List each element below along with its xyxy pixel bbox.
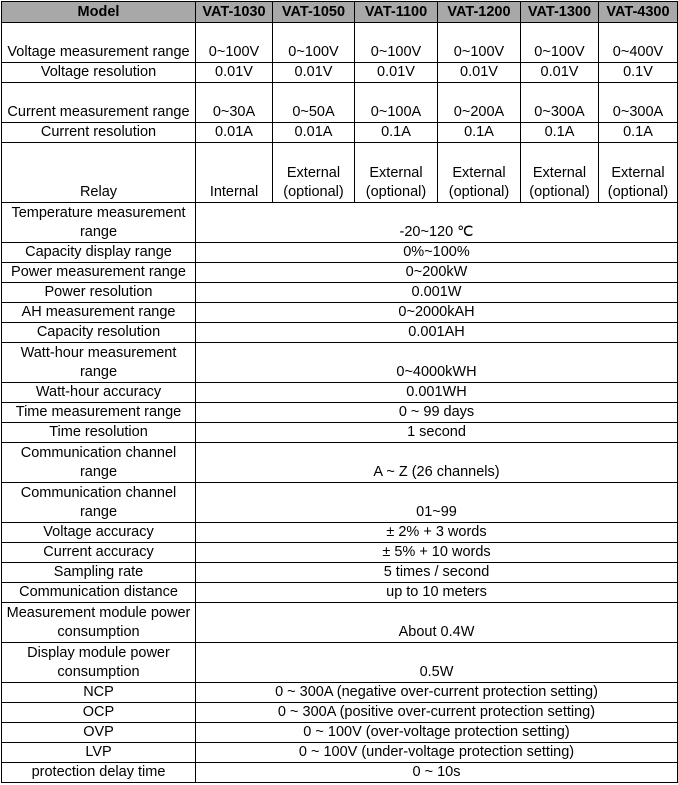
table-cell: 0~400V <box>599 23 678 63</box>
table-row <box>2 703 678 723</box>
table-cell: -20~120 ℃ <box>196 203 678 243</box>
table-cell: 0.01V <box>521 63 599 83</box>
row-label: Measurement module power consumption <box>2 603 196 643</box>
table-cell: 0~2000kAH <box>196 303 678 323</box>
table-cell: 0.1A <box>438 123 521 143</box>
table-row <box>2 343 678 383</box>
row-label: Relay <box>2 143 196 203</box>
table-cell: 0.01A <box>273 123 355 143</box>
table-row <box>2 683 678 703</box>
header-vat-1050: VAT-1050 <box>273 2 355 23</box>
row-label: Watt-hour measurement range <box>2 343 196 383</box>
table-cell: About 0.4W <box>196 603 678 643</box>
table-cell: 0~100V <box>196 23 273 63</box>
table-cell: 0.001AH <box>196 323 678 343</box>
table-cell: 0~100V <box>355 23 438 63</box>
table-row <box>2 123 678 143</box>
table-cell: External (optional) <box>355 143 438 203</box>
table-cell: 0 ~ 100V (under-voltage protection setting) <box>196 743 678 763</box>
table-cell: 0.1A <box>355 123 438 143</box>
table-row <box>2 643 678 683</box>
row-label: AH measurement range <box>2 303 196 323</box>
table-cell: External (optional) <box>273 143 355 203</box>
row-label: OCP <box>2 703 196 723</box>
table-cell: 1 second <box>196 423 678 443</box>
table-cell: 0~100A <box>355 83 438 123</box>
table-cell: A ~ Z (26 channels) <box>196 443 678 483</box>
table-cell: 0%~100% <box>196 243 678 263</box>
row-label: Current measurement range <box>2 83 196 123</box>
table-cell: 0 ~ 300A (positive over-current protection setting) <box>196 703 678 723</box>
table-row <box>2 283 678 303</box>
table-cell: 0~100V <box>273 23 355 63</box>
row-label: Voltage accuracy <box>2 523 196 543</box>
table-cell: 5 times / second <box>196 563 678 583</box>
table-row <box>2 23 678 63</box>
row-label: Display module power consumption <box>2 643 196 683</box>
table-cell: External (optional) <box>599 143 678 203</box>
row-label: Sampling rate <box>2 563 196 583</box>
table-cell: Internal <box>196 143 273 203</box>
row-label: Temperature measurement range <box>2 203 196 243</box>
table-cell: 0~100V <box>521 23 599 63</box>
row-label: Voltage measurement range <box>2 23 196 63</box>
header-vat-1030: VAT-1030 <box>196 2 273 23</box>
table-cell: 0~300A <box>599 83 678 123</box>
row-label: Capacity display range <box>2 243 196 263</box>
table-cell: 0.01V <box>355 63 438 83</box>
table-row <box>2 323 678 343</box>
table-cell: 0.01V <box>438 63 521 83</box>
table-row <box>2 603 678 643</box>
row-label: protection delay time <box>2 763 196 783</box>
row-label: Time measurement range <box>2 403 196 423</box>
row-label: Current accuracy <box>2 543 196 563</box>
table-cell: 0.01V <box>196 63 273 83</box>
table-row <box>2 563 678 583</box>
table-cell: 0 ~ 99 days <box>196 403 678 423</box>
table-cell: 0 ~ 100V (over-voltage protection setting) <box>196 723 678 743</box>
table-cell: up to 10 meters <box>196 583 678 603</box>
table-row <box>2 383 678 403</box>
spec-table <box>1 1 678 783</box>
row-label: Watt-hour accuracy <box>2 383 196 403</box>
row-label: Communication distance <box>2 583 196 603</box>
table-cell: 0~200A <box>438 83 521 123</box>
table-cell: ± 5% + 10 words <box>196 543 678 563</box>
table-row <box>2 263 678 283</box>
table-cell: 0.1A <box>599 123 678 143</box>
table-row <box>2 743 678 763</box>
table-cell: 0.1V <box>599 63 678 83</box>
table-row <box>2 443 678 483</box>
table-cell: 0.001WH <box>196 383 678 403</box>
header-row <box>2 2 678 23</box>
table-row <box>2 543 678 563</box>
table-cell: 0~50A <box>273 83 355 123</box>
row-label: Voltage resolution <box>2 63 196 83</box>
table-row <box>2 83 678 123</box>
table-cell: 0~30A <box>196 83 273 123</box>
row-label: Communication channel range <box>2 443 196 483</box>
table-cell: 0~100V <box>438 23 521 63</box>
header-model: Model <box>2 2 196 23</box>
table-row <box>2 423 678 443</box>
table-row <box>2 243 678 263</box>
table-cell: 0~4000kWH <box>196 343 678 383</box>
table-row <box>2 63 678 83</box>
table-row <box>2 203 678 243</box>
header-vat-4300: VAT-4300 <box>599 2 678 23</box>
table-cell: 0~300A <box>521 83 599 123</box>
table-row <box>2 143 678 203</box>
row-label: OVP <box>2 723 196 743</box>
table-cell: 0.001W <box>196 283 678 303</box>
row-label: Current resolution <box>2 123 196 143</box>
row-label: NCP <box>2 683 196 703</box>
table-cell: 0.01V <box>273 63 355 83</box>
row-label: Power measurement range <box>2 263 196 283</box>
header-vat-1100: VAT-1100 <box>355 2 438 23</box>
table-row <box>2 403 678 423</box>
header-vat-1200: VAT-1200 <box>438 2 521 23</box>
table-cell: External (optional) <box>438 143 521 203</box>
table-cell: 0.5W <box>196 643 678 683</box>
table-row <box>2 583 678 603</box>
row-label: Capacity resolution <box>2 323 196 343</box>
table-row <box>2 723 678 743</box>
table-cell: 0 ~ 300A (negative over-current protection setting) <box>196 683 678 703</box>
table-cell: ± 2% + 3 words <box>196 523 678 543</box>
row-label: Time resolution <box>2 423 196 443</box>
table-cell: 0 ~ 10s <box>196 763 678 783</box>
table-cell: 0.01A <box>196 123 273 143</box>
row-label: LVP <box>2 743 196 763</box>
table-cell: 01~99 <box>196 483 678 523</box>
header-vat-1300: VAT-1300 <box>521 2 599 23</box>
table-row <box>2 303 678 323</box>
row-label: Communication channel range <box>2 483 196 523</box>
table-cell: External (optional) <box>521 143 599 203</box>
table-row <box>2 763 678 783</box>
table-row <box>2 523 678 543</box>
row-label: Power resolution <box>2 283 196 303</box>
table-row <box>2 483 678 523</box>
table-cell: 0~200kW <box>196 263 678 283</box>
table-cell: 0.1A <box>521 123 599 143</box>
